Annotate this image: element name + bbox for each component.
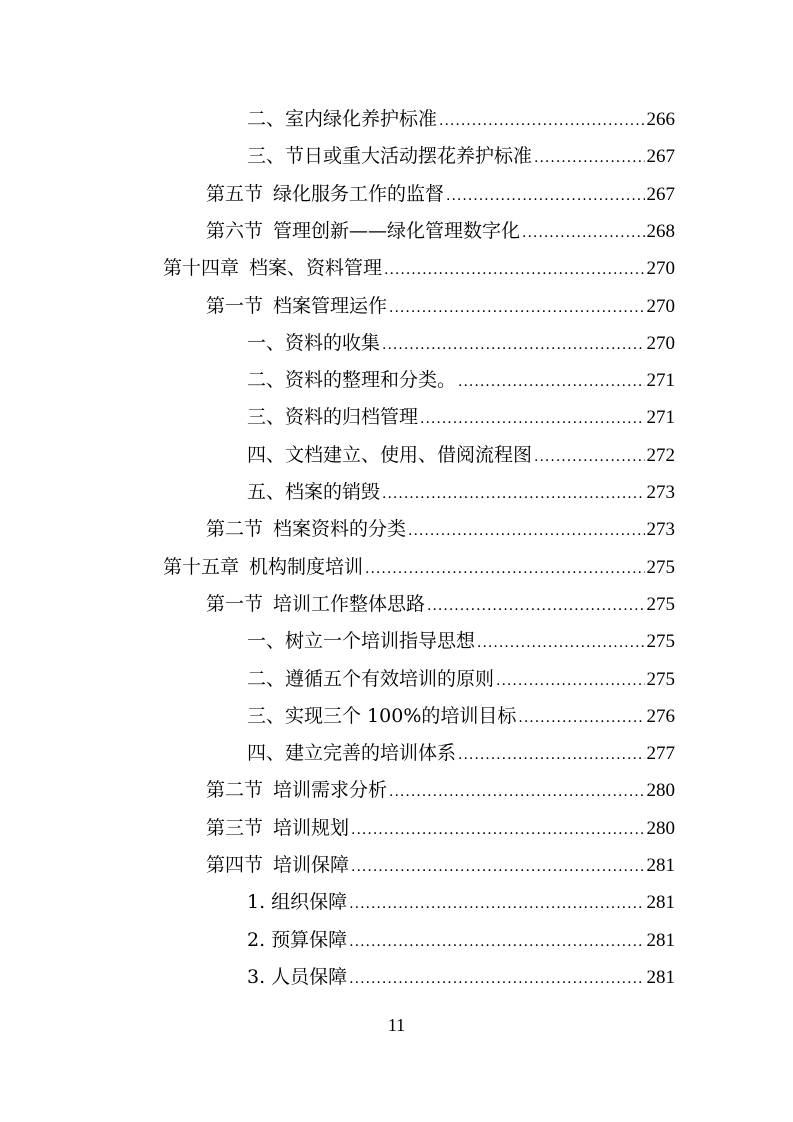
dot-leader <box>439 106 644 136</box>
toc-entry-title: 节日或重大活动摆花养护标准 <box>285 145 533 168</box>
toc-entry-page: 273 <box>646 519 675 541</box>
toc-entry[interactable] <box>247 701 675 731</box>
toc-entry-number: 三、 <box>247 704 286 727</box>
toc-entry-number: 第六节 <box>206 219 264 242</box>
toc-entry[interactable] <box>206 179 675 209</box>
toc-entry-title: 树立一个培训指导思想 <box>285 630 476 653</box>
toc-entry-page: 266 <box>646 109 675 130</box>
toc-entry-title: 管理创新——绿化管理数字化 <box>273 219 521 242</box>
toc-entry-title: 资料的归档管理 <box>285 406 419 429</box>
dot-leader <box>534 442 644 472</box>
toc-entry[interactable] <box>206 216 675 246</box>
toc-entry-page: 267 <box>646 146 675 168</box>
toc-entry-title: 建立完善的培训体系 <box>285 742 457 765</box>
toc-entry-page: 280 <box>646 780 675 802</box>
toc-entry-page: 270 <box>646 332 675 354</box>
toc-entry-number: 第十五章 <box>163 555 240 578</box>
toc-entry-page: 280 <box>646 817 675 839</box>
toc-entry-title: 资料的整理和分类。 <box>285 369 457 392</box>
page-number: 11 <box>387 1015 406 1035</box>
toc-entry-number: 三、 <box>247 145 286 168</box>
dot-leader <box>349 964 644 994</box>
toc-entry[interactable] <box>247 626 675 656</box>
toc-entry-page: 271 <box>646 407 675 429</box>
toc-entry-title: 资料的收集 <box>285 331 381 354</box>
dot-leader <box>522 218 644 248</box>
dot-leader <box>384 255 644 285</box>
toc-entry-page: 275 <box>646 668 675 690</box>
toc-entry[interactable] <box>247 887 675 917</box>
toc-entry-number: 第十四章 <box>163 257 240 280</box>
toc-entry-title: 绿化服务工作的监督 <box>273 182 445 205</box>
toc-entry[interactable] <box>206 850 675 880</box>
toc-entry-title: 培训工作整体思路 <box>273 592 426 615</box>
toc-entry-title: 培训需求分析 <box>273 779 388 802</box>
toc-entry[interactable] <box>163 552 675 582</box>
toc-entry-page: 273 <box>646 482 675 503</box>
toc-entry-title: 室内绿化养护标准 <box>285 108 438 130</box>
toc-entry-page: 270 <box>646 258 675 280</box>
toc-entry-number: 五、 <box>247 481 286 503</box>
toc-entry-title: 档案、资料管理 <box>249 257 383 280</box>
dot-leader <box>351 815 644 845</box>
dot-leader <box>382 330 644 360</box>
toc-entry[interactable] <box>247 477 675 507</box>
dot-leader <box>420 404 644 434</box>
toc-entry-title: 档案资料的分类 <box>273 518 407 541</box>
toc-entry-page: 281 <box>646 855 675 876</box>
toc-entry[interactable] <box>206 514 675 544</box>
toc-entry-number: 第五节 <box>206 182 264 205</box>
toc-entry-title: 实现三个 100%的培训目标 <box>285 704 517 727</box>
toc-entry-number: 一、 <box>247 630 286 653</box>
toc-entry-number: 第二节 <box>206 518 264 541</box>
toc-entry-page: 270 <box>646 295 675 317</box>
dot-leader <box>349 889 644 919</box>
toc-entry[interactable] <box>247 104 675 134</box>
dot-leader <box>408 516 644 546</box>
toc-entry-number: 第一节 <box>206 592 264 615</box>
dot-leader <box>446 181 644 211</box>
toc-entry-number: 第四节 <box>206 854 264 876</box>
toc-entry[interactable] <box>247 141 675 171</box>
toc-entry-number: 第一节 <box>206 294 264 317</box>
toc-entry-title: 机构制度培训 <box>249 555 364 578</box>
toc-entry-title: 培训保障 <box>273 854 350 876</box>
toc-entry-number: 二、 <box>247 667 286 690</box>
toc-entry[interactable] <box>247 925 675 955</box>
toc-entry[interactable] <box>247 440 675 470</box>
toc-entry-page: 275 <box>646 556 675 578</box>
toc-entry[interactable] <box>247 365 675 395</box>
dot-leader <box>365 554 644 584</box>
toc-entry-number: 二、 <box>247 369 286 392</box>
toc-entry-page: 275 <box>646 631 675 653</box>
toc-entry-number: 三、 <box>247 406 286 429</box>
toc-entry[interactable] <box>247 328 675 358</box>
toc-entry-page: 281 <box>646 966 675 988</box>
toc-entry[interactable] <box>206 813 675 843</box>
toc-entry-title: 档案的销毁 <box>285 481 381 503</box>
toc-entry[interactable] <box>247 962 675 992</box>
dot-leader <box>427 591 644 621</box>
toc-entry-page: 271 <box>646 370 675 392</box>
dot-leader <box>382 479 644 509</box>
toc-entry-page: 281 <box>646 892 675 914</box>
dot-leader <box>351 852 644 882</box>
toc-entry[interactable] <box>247 402 675 432</box>
toc-entry-page: 277 <box>646 743 675 765</box>
toc-entry-number: 四、 <box>247 443 286 466</box>
toc-entry-number: 四、 <box>247 742 286 765</box>
toc-entry-title: 1. 组织保障 <box>247 891 348 914</box>
dot-leader <box>518 703 644 733</box>
toc-entry-title: 3. 人员保障 <box>247 965 348 988</box>
toc-entry-title: 文档建立、使用、借阅流程图 <box>285 443 533 466</box>
toc-entry-number: 二、 <box>247 108 286 130</box>
toc-entry-title: 培训规划 <box>273 816 350 839</box>
toc-entry-page: 276 <box>646 705 675 727</box>
dot-leader <box>458 367 644 397</box>
toc-entry[interactable] <box>206 589 675 619</box>
dot-leader <box>496 666 644 696</box>
toc-entry[interactable] <box>206 291 675 321</box>
toc-entry[interactable] <box>247 664 675 694</box>
toc-entry-number: 一、 <box>247 331 286 354</box>
toc-entry-number: 第二节 <box>206 779 264 802</box>
toc-entry-page: 275 <box>646 593 675 615</box>
dot-leader <box>349 927 644 957</box>
dot-leader <box>458 740 644 770</box>
toc-entry[interactable] <box>163 253 675 283</box>
toc-entry-page: 267 <box>646 183 675 205</box>
toc-entry-page: 268 <box>646 220 675 242</box>
toc-entry-title: 2. 预算保障 <box>247 928 348 951</box>
dot-leader <box>477 628 644 658</box>
toc-entry[interactable] <box>206 775 675 805</box>
dot-leader <box>389 293 644 323</box>
dot-leader <box>389 777 644 807</box>
toc-entry-page: 281 <box>646 929 675 951</box>
toc-entry-page: 272 <box>646 444 675 466</box>
toc-entry-number: 第三节 <box>206 816 264 839</box>
dot-leader <box>534 143 644 173</box>
toc-entry-title: 档案管理运作 <box>273 294 388 317</box>
toc-entry[interactable] <box>247 738 675 768</box>
toc-entry-title: 遵循五个有效培训的原则 <box>285 667 495 690</box>
